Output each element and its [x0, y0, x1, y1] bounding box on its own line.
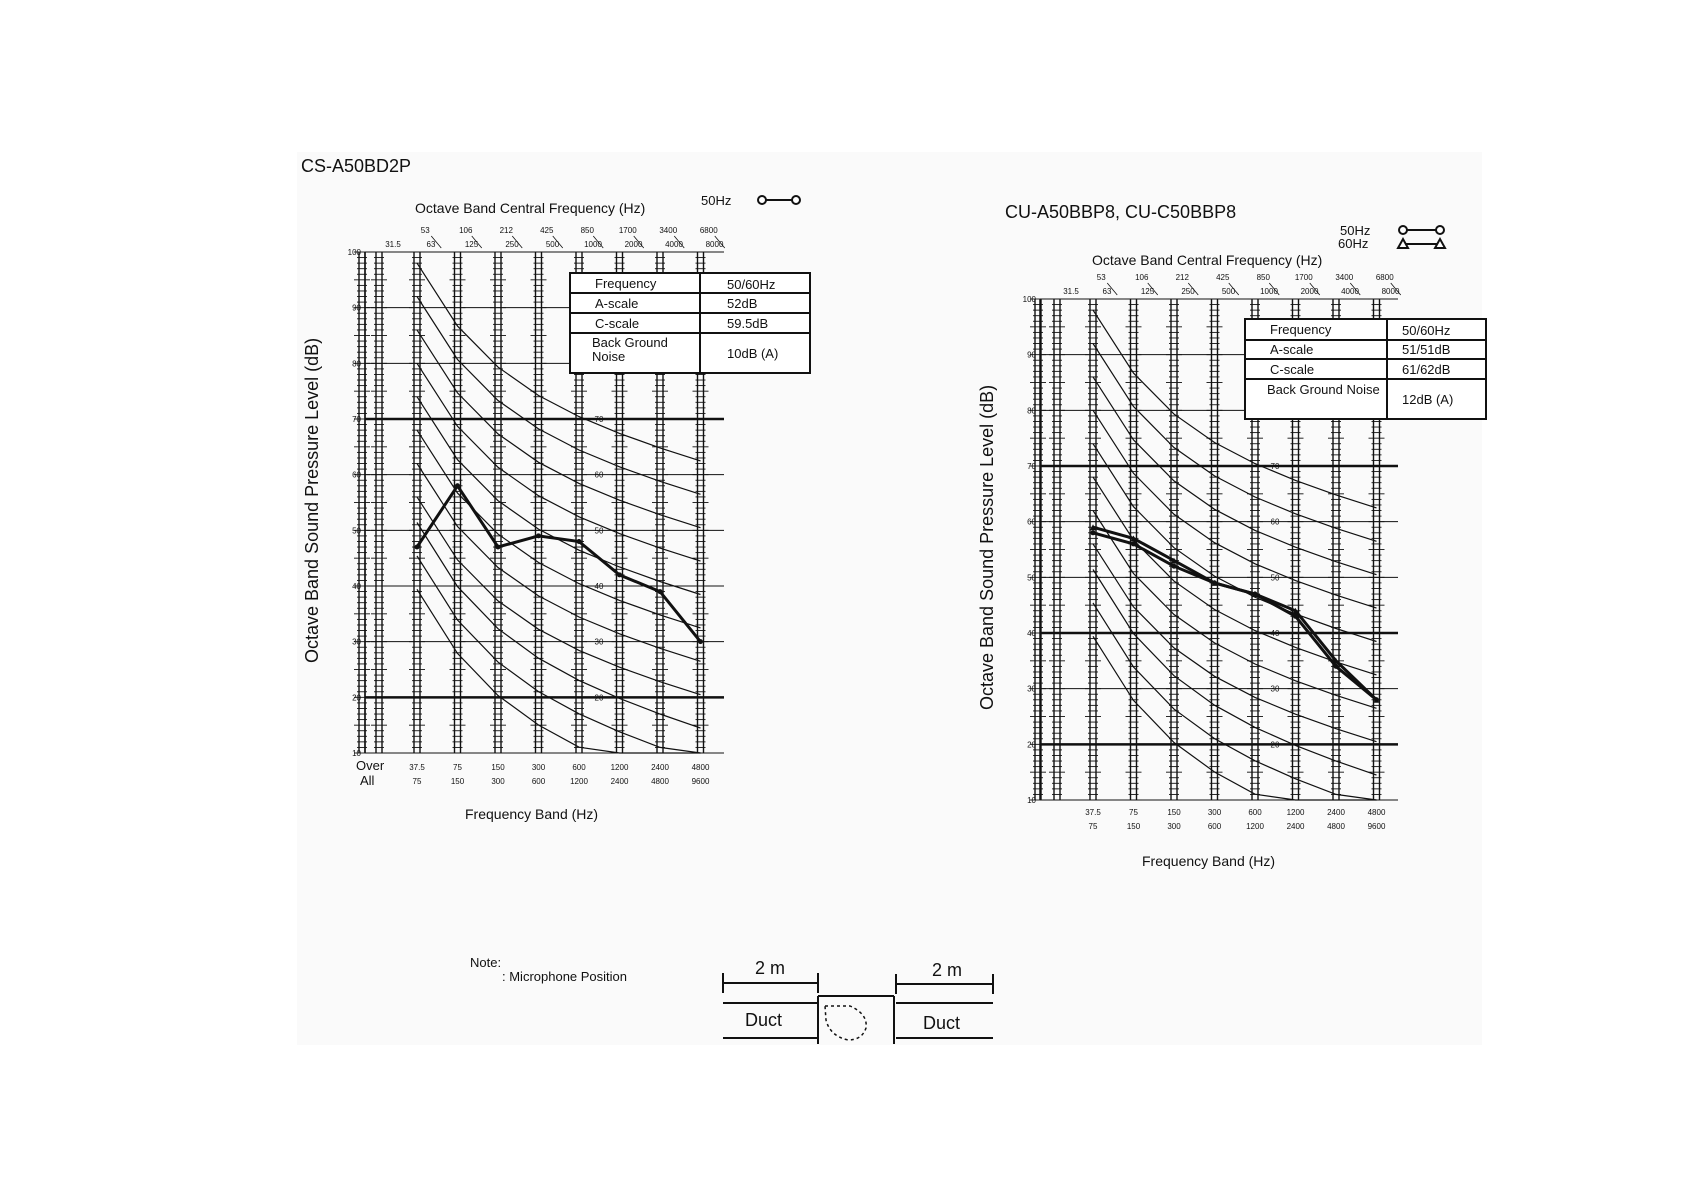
x-tick-label: 300: [1207, 808, 1222, 817]
x-tick-label: 75: [453, 763, 462, 772]
x-tick-label: 2400: [1327, 808, 1345, 817]
x-tick-label: 37.5: [1085, 808, 1101, 817]
x-tick-label: 2400: [610, 777, 629, 786]
y-tick-label: 50: [1027, 573, 1036, 583]
x-tick-label: 300: [531, 763, 546, 772]
data-point: [415, 545, 420, 550]
nc-curve: [417, 497, 701, 695]
top-axis-title: Octave Band Central Frequency (Hz): [415, 200, 646, 216]
y-tick-label: 70: [1027, 462, 1036, 471]
top-tick-label: 250: [1181, 287, 1195, 296]
table-cell: 52dB: [727, 296, 758, 311]
table-cell: A-scale: [595, 296, 639, 311]
nc-curve-label: 50: [594, 526, 604, 536]
nc-curve-label: 60: [594, 470, 604, 480]
top-tick-label: 31.5: [1063, 287, 1079, 296]
top-tick-label: 1000: [584, 240, 602, 249]
nc-curve-label: 70: [594, 415, 604, 424]
top-tick-label: 125: [464, 240, 479, 249]
x-tick-label: 4800: [651, 777, 669, 786]
legend-triangle-marker: [1398, 239, 1408, 248]
y-tick-label: 20: [352, 693, 361, 703]
nc-curve-label: 50: [1270, 573, 1280, 583]
legend: [701, 193, 800, 208]
legend-circle-marker: [1399, 226, 1407, 234]
dimension-label: 2 m: [755, 958, 786, 978]
data-point: [536, 533, 541, 538]
top-tick-label: 125: [1140, 287, 1155, 296]
y-tick-label: 20: [1027, 740, 1036, 750]
top-tick-label: 63: [426, 240, 436, 249]
legend-circle-marker: [758, 196, 766, 204]
legend-label: 50Hz: [701, 193, 732, 208]
top-tick-label: 4000: [665, 240, 683, 249]
table-cell: 51/51dB: [1402, 342, 1451, 357]
data-point: [698, 639, 703, 644]
x-tick-label: 1200: [610, 763, 629, 772]
chart-right: [977, 202, 1486, 869]
chart-left: [301, 156, 810, 822]
x-tick-label: 9600: [1367, 822, 1386, 831]
y-tick-label: 40: [352, 582, 361, 591]
top-tick-label: 850: [1256, 273, 1270, 282]
overall-label-2: All: [360, 773, 375, 788]
top-tick-label: 1000: [1260, 287, 1278, 296]
microphone-position-outline: [825, 1006, 866, 1040]
top-tick-label: 2000: [1300, 287, 1319, 296]
duct-label: Duct: [745, 1010, 783, 1030]
top-tick-label: 425: [1216, 273, 1230, 282]
x-tick-label: 600: [531, 777, 546, 786]
top-tick-label: 500: [545, 240, 560, 249]
data-point: [1334, 664, 1339, 669]
top-tick-label: 53: [420, 226, 430, 235]
nc-curve-label: 40: [594, 582, 604, 591]
x-tick-label: 75: [1129, 808, 1138, 817]
x-tick-label: 75: [1088, 822, 1098, 831]
nc-curve-label: 60: [1270, 517, 1280, 527]
y-tick-label: 100: [347, 248, 361, 257]
nc-curve-label: 30: [1270, 684, 1280, 694]
overall-label-1: Over: [356, 758, 385, 773]
note-text: : Microphone Position: [502, 969, 628, 984]
top-tick-label: 2000: [624, 240, 643, 249]
y-tick-label: 30: [1027, 684, 1036, 694]
x-tick-label: 75: [412, 777, 422, 786]
top-tick-label: 8000: [1381, 287, 1400, 296]
legend-label: 50Hz: [1340, 223, 1371, 238]
top-tick-label: 53: [1096, 273, 1106, 282]
top-tick-label: 8000: [705, 240, 724, 249]
x-tick-label: 1200: [1286, 808, 1305, 817]
table-cell: A-scale: [1270, 342, 1314, 357]
top-tick-label: 4000: [1341, 287, 1359, 296]
y-tick-label: 30: [352, 637, 361, 647]
data-point: [617, 572, 622, 577]
x-tick-label: 150: [1126, 822, 1141, 831]
spec-table: [570, 273, 810, 373]
x-tick-label: 150: [1167, 808, 1181, 817]
top-axis-title: Octave Band Central Frequency (Hz): [1092, 252, 1323, 268]
x-tick-label: 4800: [1367, 808, 1386, 817]
legend: [1338, 223, 1445, 251]
x-tick-label: 4800: [691, 763, 710, 772]
legend-circle-marker: [792, 196, 800, 204]
x-tick-label: 4800: [1327, 822, 1345, 831]
x-axis-title: Frequency Band (Hz): [465, 806, 599, 822]
x-tick-label: 1200: [570, 777, 588, 786]
table-cell: 59.5dB: [727, 316, 769, 331]
y-tick-label: 80: [352, 359, 361, 369]
x-tick-label: 1200: [1246, 822, 1264, 831]
data-series: [1090, 524, 1380, 703]
y-axis-title: Octave Band Sound Pressure Level (dB): [302, 337, 322, 663]
top-tick-label: 1700: [1294, 273, 1313, 282]
x-tick-label: 37.5: [409, 763, 425, 772]
y-tick-label: 50: [352, 526, 361, 536]
x-tick-label: 600: [1207, 822, 1222, 831]
nc-curve-label: 20: [594, 693, 604, 703]
y-tick-label: 70: [352, 415, 361, 424]
y-axis-title: Octave Band Sound Pressure Level (dB): [977, 384, 997, 710]
microphone-note: [470, 955, 993, 1044]
y-tick-label: 90: [1027, 350, 1036, 360]
table-cell: 10dB (A): [727, 346, 779, 361]
top-tick-label: 106: [459, 226, 473, 235]
spec-table: [1245, 319, 1486, 419]
x-tick-label: 2400: [1286, 822, 1305, 831]
top-tick-label: 63: [1102, 287, 1112, 296]
top-tick-label: 250: [505, 240, 519, 249]
top-tick-label: 3400: [1335, 273, 1354, 282]
x-tick-label: 150: [450, 777, 465, 786]
data-point: [658, 589, 663, 594]
data-point: [496, 545, 501, 550]
data-point: [1131, 541, 1136, 546]
top-tick-label: 212: [1175, 273, 1189, 282]
legend-label: 60Hz: [1338, 236, 1369, 251]
table-cell: 50/60Hz: [727, 277, 776, 292]
top-tick-label: 500: [1221, 287, 1236, 296]
y-tick-label: 60: [352, 470, 361, 480]
y-tick-label: 40: [1027, 629, 1036, 638]
x-tick-label: 600: [572, 763, 586, 772]
y-tick-label: 80: [1027, 406, 1036, 416]
dimension-label: 2 m: [932, 960, 963, 980]
x-tick-label: 300: [1167, 822, 1181, 831]
top-tick-label: 850: [580, 226, 594, 235]
x-tick-label: 9600: [691, 777, 710, 786]
table-cell: C-scale: [1270, 362, 1315, 377]
table-cell-wrap: [592, 336, 697, 372]
y-tick-label: 90: [352, 303, 361, 313]
top-tick-label: 106: [1135, 273, 1149, 282]
data-point: [577, 539, 582, 544]
nc-curve-label: 40: [1270, 629, 1280, 638]
table-cell: Back Ground Noise: [1267, 383, 1380, 397]
top-tick-label: 6800: [699, 226, 718, 235]
table-cell: 50/60Hz: [1402, 323, 1451, 338]
y-tick-label: 10: [1027, 796, 1036, 805]
data-point: [1172, 564, 1177, 569]
top-tick-label: 212: [499, 226, 513, 235]
top-tick-label: 6800: [1375, 273, 1394, 282]
legend-triangle-marker: [1435, 239, 1445, 248]
chart-title: CS-A50BD2P: [301, 156, 412, 176]
nc-curve: [1093, 544, 1377, 742]
nc-curve-label: 20: [1270, 740, 1280, 750]
chart-title: CU-A50BBP8, CU-C50BBP8: [1005, 202, 1237, 222]
x-axis-title: Frequency Band (Hz): [1142, 853, 1276, 869]
data-point: [455, 483, 460, 488]
table-cell: 61/62dB: [1402, 362, 1451, 377]
top-tick-label: 3400: [659, 226, 678, 235]
table-cell: Frequency: [1270, 322, 1332, 337]
top-tick-label: 1700: [618, 226, 637, 235]
table-cell: Back Ground Noise: [592, 336, 668, 364]
x-tick-label: 600: [1248, 808, 1262, 817]
x-tick-label: 150: [491, 763, 505, 772]
nc-curve-label: 70: [1270, 462, 1280, 471]
y-tick-label: 100: [1022, 295, 1036, 304]
legend-circle-marker: [1436, 226, 1444, 234]
duct-label: Duct: [923, 1013, 961, 1033]
table-cell-wrap: [1267, 383, 1385, 419]
x-tick-label: 300: [491, 777, 505, 786]
table-cell: 12dB (A): [1402, 392, 1454, 407]
top-tick-label: 31.5: [385, 240, 401, 249]
data-point: [1091, 530, 1096, 535]
table-cell: Frequency: [595, 276, 657, 291]
nc-curve-label: 30: [594, 637, 604, 647]
note-title: Note:: [470, 955, 502, 970]
top-tick-label: 425: [540, 226, 554, 235]
y-tick-label: 60: [1027, 517, 1036, 527]
x-tick-label: 2400: [651, 763, 669, 772]
table-cell: C-scale: [595, 316, 640, 331]
nc-curve: [417, 556, 701, 753]
y-tick-label: 10: [352, 749, 361, 758]
